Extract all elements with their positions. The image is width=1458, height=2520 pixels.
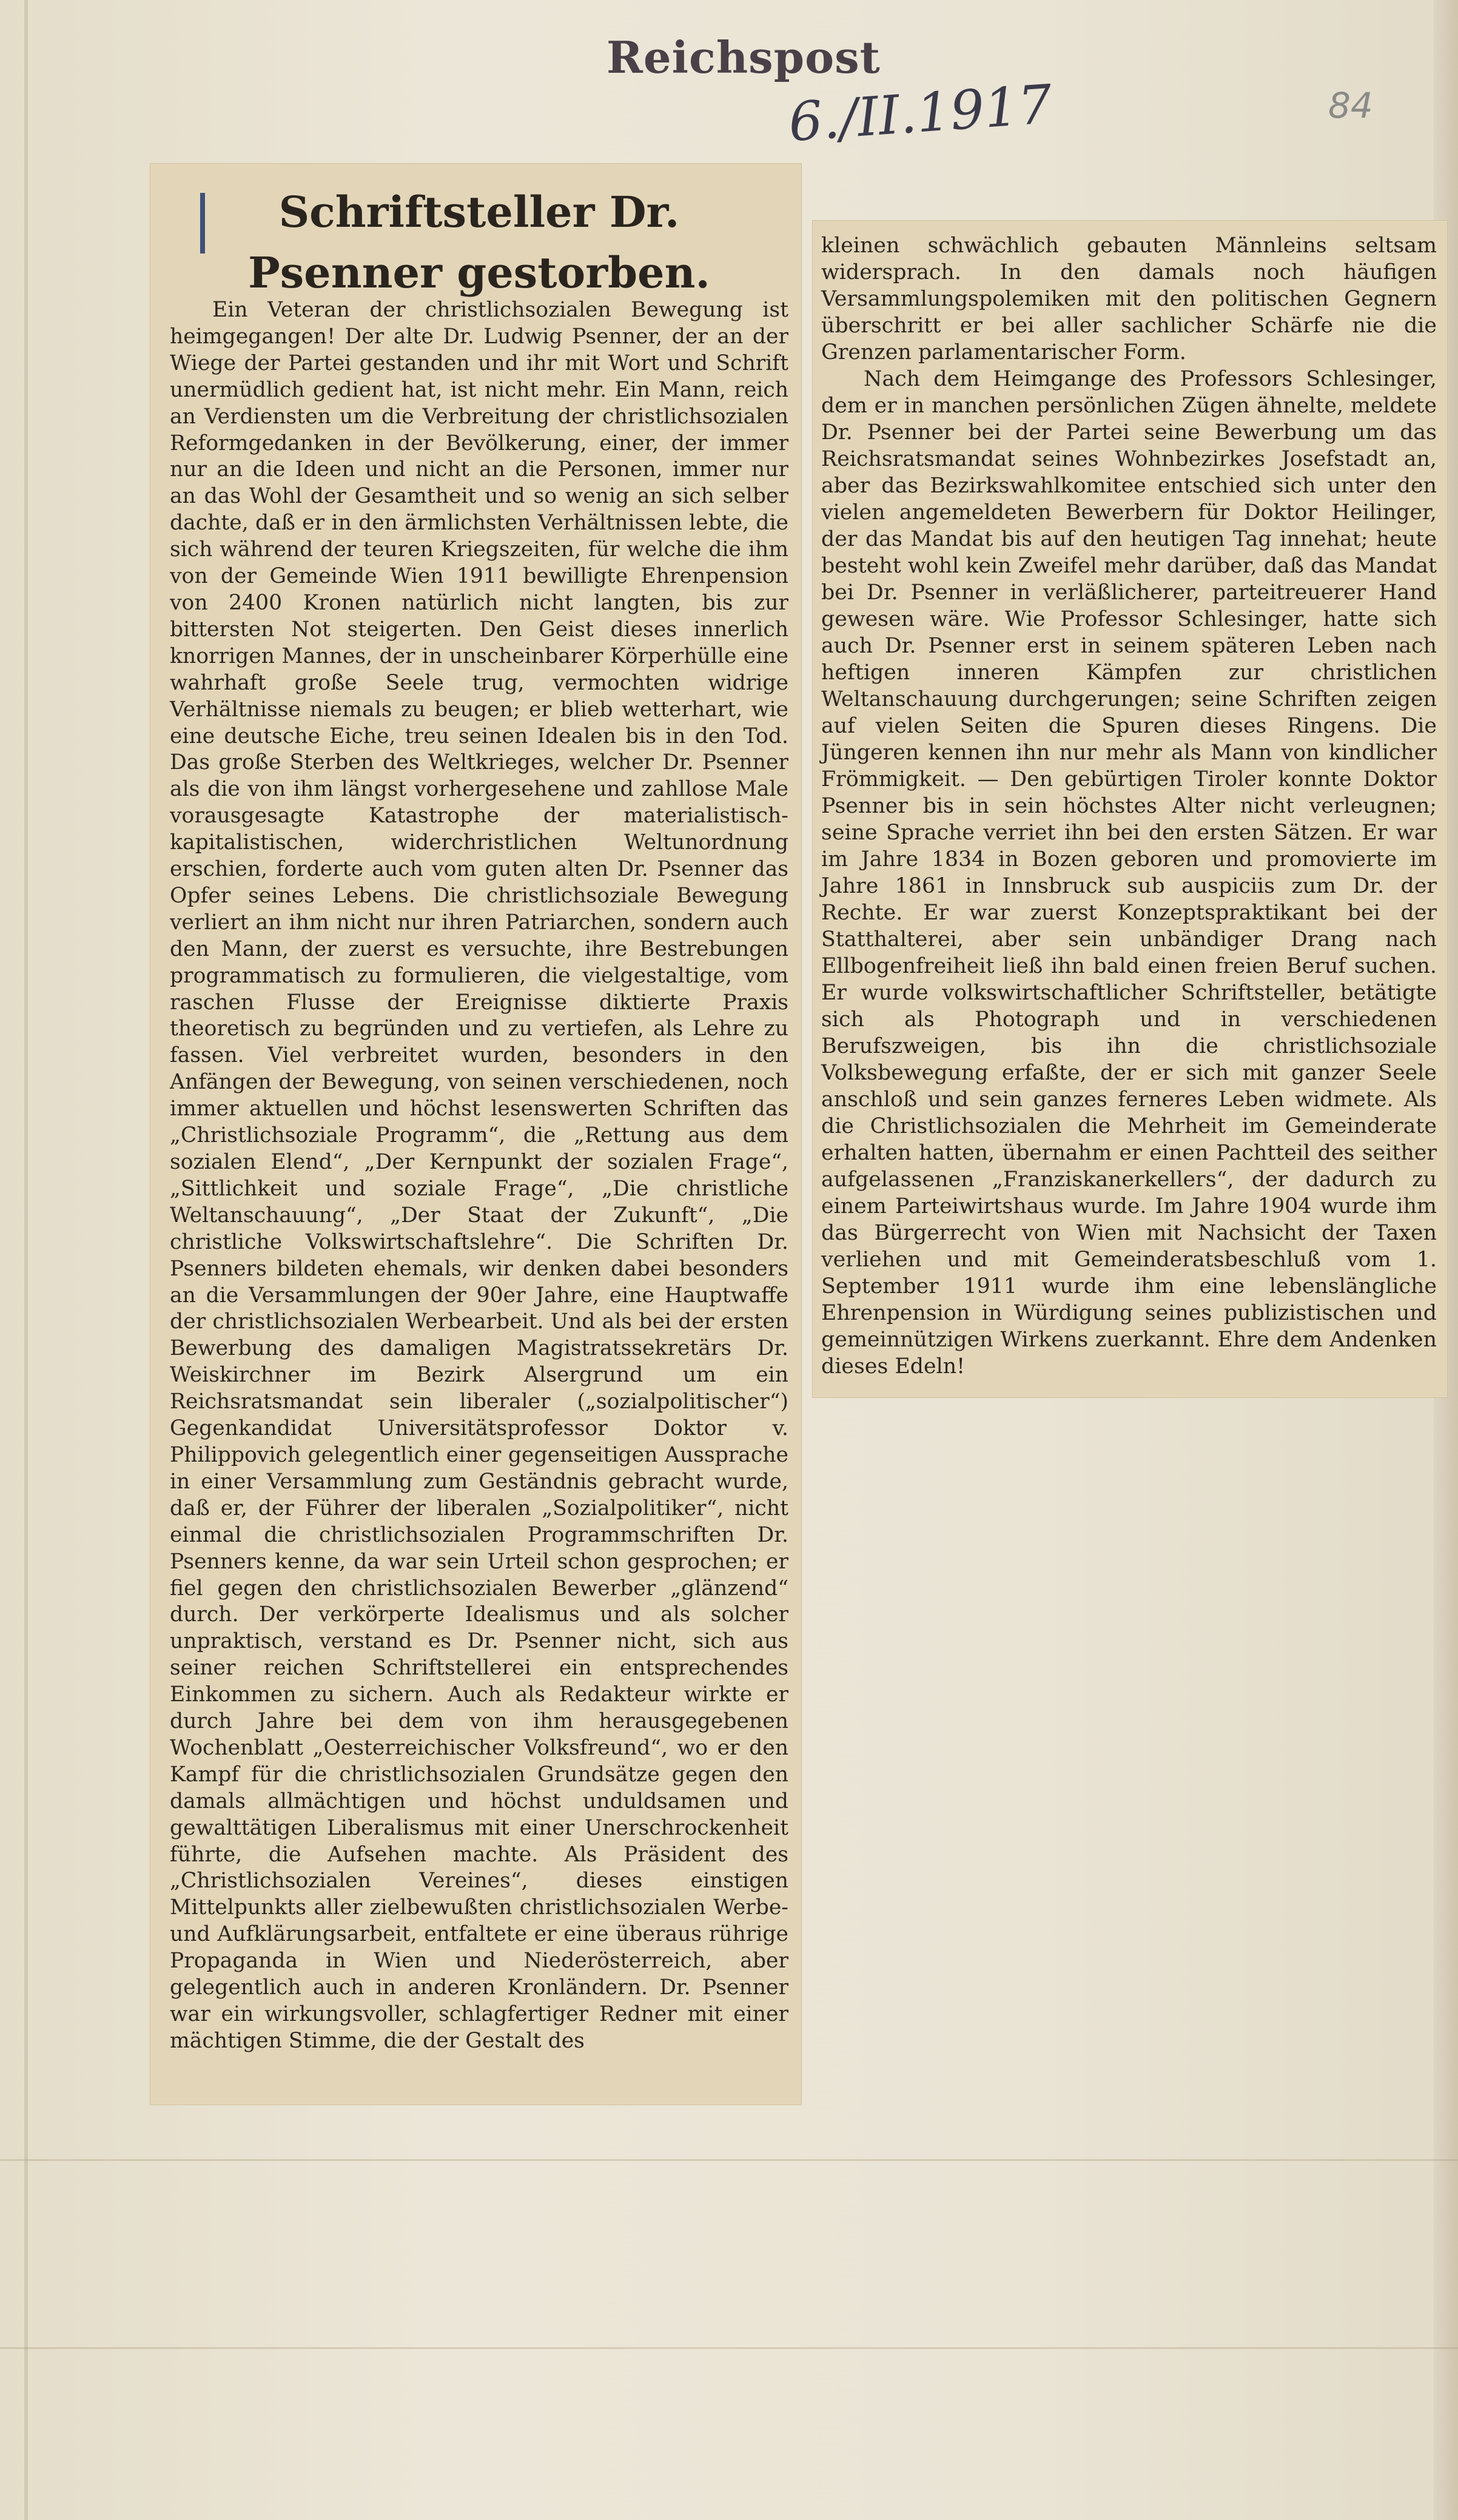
article-paragraph: kleinen schwächlich gebauten Männleins seltsam widersprach. In den damals noch häufigen Versammlungspolemiken mit den politischen Gegnern überschritt er bei aller sachlicher Schärfe nie die Grenzen parlamentarischer Form. (821, 234, 1437, 365)
paper-fold-line (0, 2347, 1458, 2349)
article-title: Schriftsteller Dr. Psenner gestorben. (248, 187, 710, 298)
paper-fold-line (0, 2159, 1458, 2161)
article-body-right (821, 232, 1437, 1380)
article-paragraph: Ein Veteran der christlichsozialen Bewegung ist heimgegangen! Der alte Dr. Ludwig Psenner, der an der Wiege der Partei gestanden und ihr mit Wort und Schrift unermüdlich gedient hat, ist nicht mehr. Ein Mann, reich an Verdiensten um die Verbreitung der christlichsozialen Reformgedanken in der Bevölkerung, einer, der immer nur an die Ideen und nicht an die Personen, immer nur an das Wohl der Gesamtheit und so wenig an sich selber dachte, daß er in den ärmlichsten Verhältnissen lebte, die sich während der teuren Kriegszeiten, für welche die ihm von der Gemeinde Wien 1911 bewilligte Ehrenpension von 2400 Kronen natürlich nicht langten, bis zur bittersten Not steigerten. Den Geist dieses innerlich knorrigen Mannes, der in unscheinbarer Körperhülle eine wahrhaft große Seele trug, vermochten widrige Verhältnisse niemals zu beugen; er blieb wetterhart, wie eine deutsche Eiche, treu seinen Idealen bis in den Tod. Das große Sterben des Weltkrieges, welcher Dr. Psenner als die von ihm längst vorhergesehene und zahllose Male vorausgesagte Katastrophe der materialistisch-kapitalistischen, widerchristlichen Weltunordnung erschien, forderte auch vom guten alten Dr. Psenner das Opfer seines Lebens. Die christlichsoziale Bewegung verliert an ihm nicht nur ihren Patriarchen, sondern auch den Mann, der zuerst es versuchte, ihre Bestrebungen programmatisch zu formulieren, die vielgestaltige, vom raschen Flusse der Ereignisse diktierte Praxis theoretisch zu begründen und zu vertiefen, als Lehre zu fassen. Viel verbreitet wurden, besonders in den Anfängen der Bewegung, von seinen verschiedenen, noch immer aktuellen und höchst lesenswerten Schriften das „Christlichsoziale Programm“, die „Rettung aus dem sozialen Elend“, „Der Kernpunkt der sozialen Frage“, „Sittlichkeit und soziale Frage“, „Die christliche Weltanschauung“, „Der Staat der Zukunft“, „Die christliche Volkswirtschaftslehre“. Die Schriften Dr. Psenners bildeten ehemals, wir denken dabei besonders an die Versammlungen der 90er Jahre, eine Hauptwaffe der christlichsozialen Werbearbeit. Und als bei der ersten Bewerbung des damaligen Magistratssekretärs Dr. Weiskirchner im Bezirk Alsergrund um ein Reichsratsmandat sein liberaler („sozialpolitischer“) Gegenkandidat Universitätsprofessor Doktor v. Philippovich gelegentlich einer gegenseitigen Aussprache in einer Versammlung zum Geständnis gebracht wurde, daß er, der Führer der liberalen „Sozialpolitiker“, nicht einmal die christlichsozialen Programmschriften Dr. Psenners kenne, da war sein Urteil schon gesprochen; er fiel gegen den christlichsozialen Bewerber „glänzend“ durch. Der verkörperte Idealismus und als solcher unpraktisch, verstand es Dr. Psenner nicht, sich aus seiner reichen Schriftstellerei ein entsprechendes Einkommen zu sichern. Auch als Redakteur wirkte er durch Jahre bei dem von ihm herausgegebenen Wochenblatt „Oesterreichischer Volksfreund“, wo er den Kampf für die christlichsozialen Grundsätze gegen den damals allmächtigen und höchst unduldsamen und gewalttätigen Liberalismus mit einer Unerschrockenheit führte, die Aufsehen machte. Als Präsident des „Christlichsozialen Vereines“, dieses einstigen Mittelpunkts aller zielbewußten christlichsozialen Werbe- und Aufklärungsarbeit, entfaltete er eine überaus rührige Propaganda in Wien und Niederösterreich, aber gelegentlich auch in anderen Kronländern. Dr. Psenner war ein wirkungsvoller, schlagfertiger Redner mit einer mächtigen Stimme, die der Gestalt des (170, 298, 788, 2053)
handwritten-date: 6./II.1917 (786, 72, 1055, 154)
article-body-left (170, 297, 788, 2055)
sheet-left-edge (24, 0, 28, 2520)
article-paragraph: Nach dem Heimgange des Professors Schlesinger, dem er in manchen persönlichen Zügen ähnelte, meldete Dr. Psenner bei der Partei seine Bewerbung um das Reichsratsmandat seines Wohnbezirkes Josefstadt an, aber das Bezirkswahlkomitee entschied sich unter den vielen angemeldeten Bewerbern für Doktor Heilinger, der das Mandat bis auf den heutigen Tag innehat; heute besteht wohl kein Zweifel mehr darüber, daß das Mandat bei Dr. Psenner in verläßlicherer, parteitreuerer Hand gewesen wäre. Wie Professor Schlesinger, hatte sich auch Dr. Psenner erst in seinem späteren Leben nach heftigen inneren Kämpfen zur christlichen Weltanschauung durchgerungen; seine Schriften zeigen auf vielen Seiten die Spuren dieses Ringens. Die Jüngeren kennen ihn nur mehr als Mann von kindlicher Frömmigkeit. — Den gebürtigen Tiroler konnte Doktor Psenner bis in sein höchstes Alter nicht verleugnen; seine Sprache verriet ihn bei den ersten Sätzen. Er war im Jahre 1834 in Bozen geboren und promovierte im Jahre 1861 in Innsbruck sub auspiciis zum Dr. der Rechte. Er war zuerst Konzeptspraktikant bei der Statthalterei, aber sein unbändiger Drang nach Ellbogenfreiheit ließ ihn bald einen freien Beruf suchen. Er wurde volkswirtschaftlicher Schriftsteller, betätigte sich als Photograph und in verschiedenen Berufszweigen, bis ihn die christlichsoziale Volksbewegung erfaßte, der er sich mit ganzer Seele anschloß und sein ganzes ferneres Leben widmete. Als die Christlichsozialen die Mehrheit im Gemeinderate erhalten hatten, übernahm er einen Pachtteil des seither aufgelassenen „Franziskanerkellers“, der dadurch zu einem Parteiwirtshaus wurde. Im Jahre 1904 wurde ihm das Bürgerrecht von Wien mit Nachsicht der Taxen verliehen und mit Gemeinderatsbeschluß vom 1. September 1911 wurde ihm eine lebenslängliche Ehrenpension in Würdigung seines publizistischen und gemeinnützigen Wirkens zuerkannt. Ehre dem Andenken dieses Edeln! (821, 367, 1437, 1379)
page-number: 84 (1328, 85, 1373, 126)
masthead-stamp: Reichspost (606, 32, 881, 83)
